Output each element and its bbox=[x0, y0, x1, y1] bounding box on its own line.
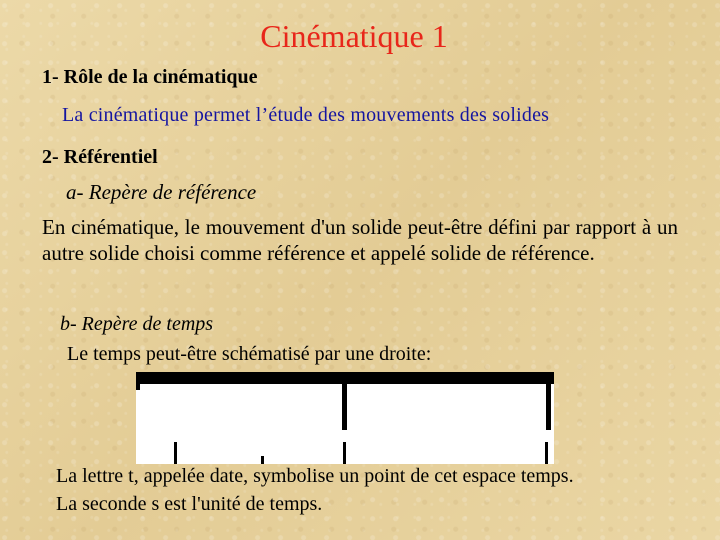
subsection-a-heading: a- Repère de référence bbox=[66, 180, 257, 204]
section-2-heading: 2- Référentiel bbox=[42, 146, 158, 168]
axis-tick-middle bbox=[342, 372, 347, 430]
section-1-heading: 1- Rôle de la cinématique bbox=[42, 66, 258, 88]
time-note-line-2: La seconde s est l'unité de temps. bbox=[56, 493, 323, 515]
axis-tick-right bbox=[546, 372, 551, 430]
axis-mark-left bbox=[174, 442, 177, 464]
axis-mark-right bbox=[545, 442, 548, 464]
subsection-b-heading: b- Repère de temps bbox=[60, 313, 214, 335]
subsection-a-paragraph: En cinématique, le mouvement d'un solide peut-être défini par rapport à un autre solide choisi comme référence et appelé solide de référence. bbox=[42, 215, 678, 265]
axis-mark-middle bbox=[343, 442, 346, 464]
axis-left-end bbox=[136, 372, 140, 390]
subsection-b-text: Le temps peut-être schématisé par une droite: bbox=[67, 343, 432, 365]
time-note-line-1: La lettre t, appelée date, symbolise un point de cet espace temps. bbox=[56, 465, 574, 487]
time-note bbox=[56, 462, 696, 518]
section-1-text: La cinématique permet l’étude des mouvements des solides bbox=[62, 104, 550, 126]
slide-title: Cinématique 1 bbox=[260, 18, 448, 54]
time-axis-diagram bbox=[136, 372, 554, 464]
